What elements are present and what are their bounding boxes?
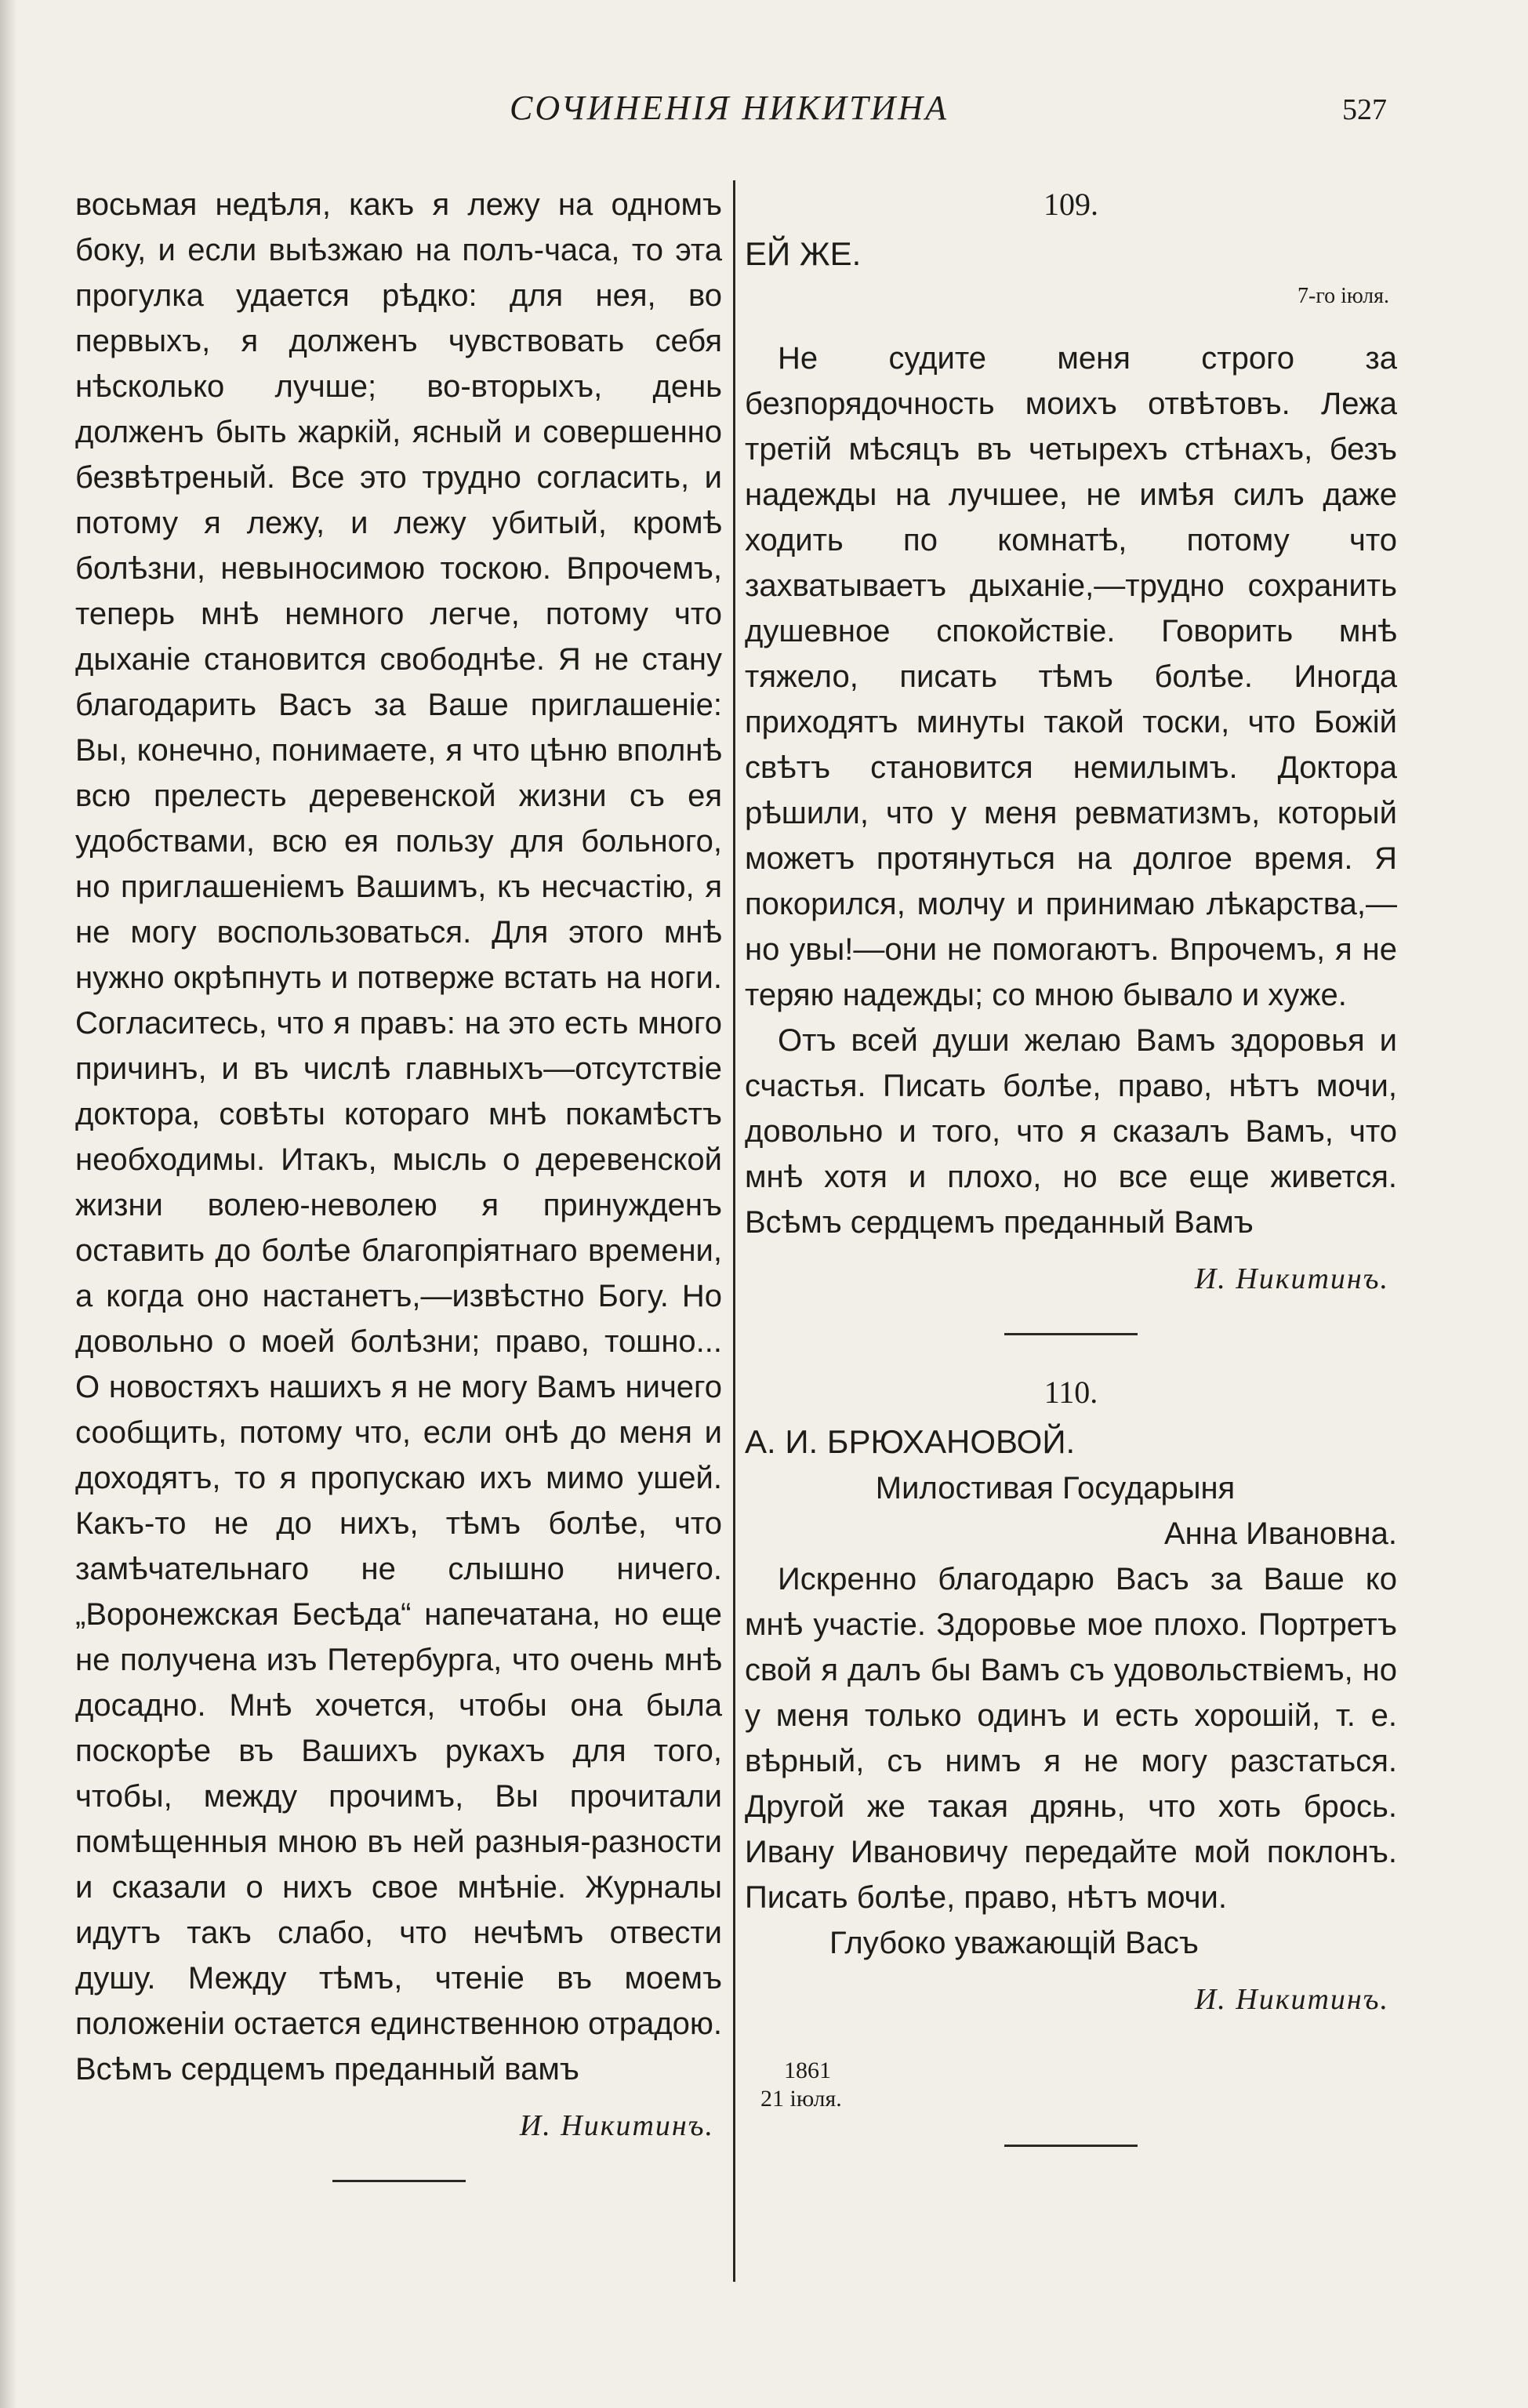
letter-closing: Глубоко уважающій Васъ [829,1926,1199,1960]
letter-date: 7-го іюля. [1298,284,1389,308]
column-divider-rule [733,180,735,2282]
right-column [745,182,1397,2181]
section-divider [1004,1333,1138,1335]
signature: И. Никитинъ. [1194,1983,1389,2016]
letter-continuation-text: восьмая недѣля, какъ я лежу на одномъ боку, и если выѣзжаю на полъ-часа, то эта прогулка удается рѣдко: для нея, во первыхъ, я долженъ чувствовать себя нѣсколько лучше; во-вторыхъ, день долженъ быть жаркій, ясный и совершенно безвѣтреный. Все это трудно согласить, и потому я лежу, и лежу убитый, кромѣ болѣзни, невыносимою тоскою. Впрочемъ, теперь мнѣ немного легче, потому что дыханіе становится свободнѣе. Я не стану благодарить Васъ за Ваше приглашеніе: Вы, конечно, понимаете, я что цѣню вполнѣ всю прелесть деревенской жизни съ ея удобствами, всю ея пользу для больного, но приглашеніемъ Вашимъ, къ несчастію, я не могу воспользоваться. Для этого мнѣ нужно окрѣпнуть и потверже встать на ноги. Согласитесь, что я правъ: на это есть много причинъ, и въ числѣ главныхъ—отсутствіе доктора, совѣты котораго мнѣ покамѣстъ необходимы. Итакъ, мысль о деревенской жизни волею-неволею я принужденъ оставить до болѣе благопріятнаго времени, а когда оно настанетъ,—извѣстно Богу. Но довольно о моей болѣзни; право, тошно... О новостяхъ нашихъ я не могу Вамъ ничего сообщить, потому что, если онѣ до меня и доходятъ, то я пропускаю ихъ мимо ушей. Какъ-то не до нихъ, тѣмъ болѣе, что замѣчательнаго не слышно ничего. „Воронежская Бесѣда“ напечатана, но еще не получена изъ Петербурга, что очень мнѣ досадно. Мнѣ хочется, чтобы она была поскорѣе въ Вашихъ рукахъ для того, чтобы, между прочимъ, Вы прочитали помѣщенныя мною въ ней разныя-разности и сказали о нихъ свое мнѣніе. Журналы идутъ такъ слабо, что нечѣмъ отвести душу. Между тѣмъ, чтеніе въ моемъ положеніи остается единственною отрадою. Всѣмъ сердцемъ преданный вамъ [75,187,722,2087]
letter-number: 109. [1043,187,1098,222]
letter-addressee: ЕЙ ЖЕ. [745,235,862,272]
letter-dateline [760,2057,1397,2113]
left-column [75,182,722,2217]
signature: И. Никитинъ. [519,2109,714,2142]
page-number: 527 [1342,93,1387,126]
letter-addressee: А. И. БРЮХАНОВОЙ. [745,1423,1076,1460]
letter-year: 1861 [784,2058,831,2083]
page-edge-shadow [0,0,17,2408]
salutation-line: Анна Ивановна. [1163,1516,1397,1551]
signature: И. Никитинъ. [1194,1262,1389,1295]
salutation-line: Милостивая Государыня [875,1471,1236,1505]
letter-number: 110. [1043,1375,1098,1410]
letter-day: 21 іюля. [760,2086,842,2112]
letter-paragraph: Искренно благодарю Васъ за Ваше ко мнѣ участіе. Здоровье мое плохо. Портретъ свой я далъ бы Вамъ съ удовольствіемъ, но у меня только одинъ и есть хорошій, т. е. вѣрный, съ нимъ я не могу разстаться. Другой же такая дрянь, что хоть брось. Ивану Ивановичу передайте мой поклонъ. Писать болѣе, право, нѣтъ мочи. [745,1562,1397,1915]
section-divider [1004,2145,1138,2147]
letter-paragraph: Отъ всей души желаю Вамъ здоровья и счастья. Писать болѣе, право, нѣтъ мочи, довольно и того, что я сказалъ Вамъ, что мнѣ хотя и плохо, но все еще живется. Всѣмъ сердцемъ преданный Вамъ [745,1023,1397,1240]
letter-paragraph: Не судите меня строго за безпорядочность моихъ отвѣтовъ. Лежа третій мѣсяцъ въ четырехъ стѣнахъ, безъ надежды на лучшее, не имѣя силъ даже ходить по комнатѣ, потому что захватываетъ дыханіе,—трудно сохранить душевное спокойствіе. Говорить мнѣ тяжело, писать тѣмъ болѣе. Иногда приходятъ минуты такой тоски, что Божій свѣтъ становится немилымъ. Доктора рѣшили, что у меня ревматизмъ, который можетъ протянуться на долгое время. Я покорился, молчу и принимаю лѣкарства,—но увы!—они не помогаютъ. Впрочемъ, я не теряю надежды; со мною бывало и хуже. [745,341,1397,1012]
section-divider [332,2180,466,2182]
running-head: СОЧИНЕНІЯ НИКИТИНА [510,89,949,127]
